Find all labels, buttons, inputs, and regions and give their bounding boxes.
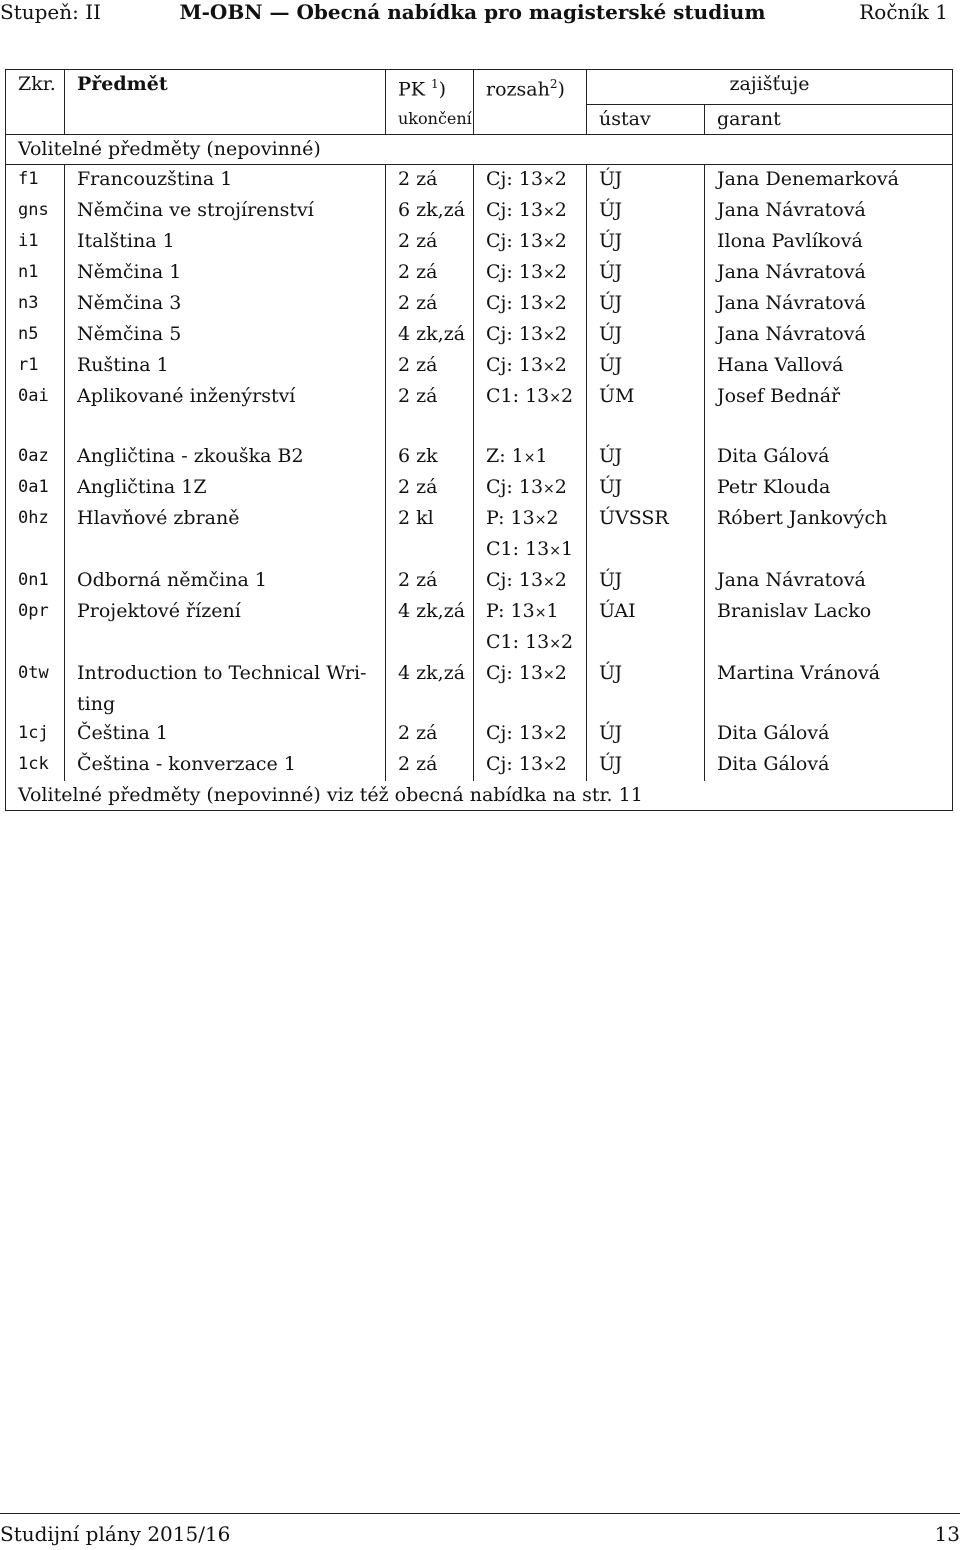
course-rozsah: [474, 659, 587, 690]
course-name: Angličtina - zkouška B2: [65, 442, 386, 473]
course-ustav: ÚJ: [587, 566, 705, 597]
rozsah-count: 2: [546, 506, 559, 529]
rozsah-count: 1: [546, 599, 559, 622]
rozsah-value: P: 13: [486, 599, 535, 622]
rozsah-count: 2: [554, 721, 567, 744]
page-header: [0, 0, 960, 28]
footer-note-row: [6, 781, 953, 811]
course-name: Němčina ve strojírenství: [65, 196, 386, 227]
course-rozsah: [474, 473, 587, 504]
course-pk: 2 zá: [386, 719, 474, 750]
course-pk: 2 zá: [386, 351, 474, 382]
table-row: [6, 690, 953, 719]
course-name: Italština 1: [65, 227, 386, 258]
course-pk: 2 zá: [386, 473, 474, 504]
rozsah-count: 2: [554, 260, 567, 283]
course-name: Čeština 1: [65, 719, 386, 750]
rozsah-close: ): [557, 78, 565, 101]
times-icon: ×: [543, 757, 555, 774]
course-code: 0az: [6, 442, 65, 473]
course-name: Projektové řízení: [65, 597, 386, 628]
course-table: [5, 69, 953, 811]
course-rozsah: [474, 597, 587, 628]
times-icon: ×: [543, 296, 555, 313]
col-header-ustav: ústav: [587, 104, 705, 134]
rozsah-value: Cj: 13: [486, 167, 544, 190]
section-title: Volitelné předměty (nepovinné): [6, 134, 953, 164]
course-garant: [705, 690, 953, 719]
course-rozsah: [474, 535, 587, 566]
course-ustav: ÚJ: [587, 442, 705, 473]
course-ustav: ÚJ: [587, 659, 705, 690]
footer-label: Studijní plány 2015/16: [0, 1522, 231, 1546]
table-row: [6, 473, 953, 504]
rozsah-value: Cj: 13: [486, 229, 544, 252]
course-garant: Hana Vallová: [705, 351, 953, 382]
rozsah-label: rozsah: [486, 78, 550, 101]
course-name: Angličtina 1Z: [65, 473, 386, 504]
course-garant: Jana Návratová: [705, 258, 953, 289]
course-rozsah: [474, 690, 587, 719]
course-code: 0hz: [6, 504, 65, 535]
course-ustav: ÚJ: [587, 164, 705, 196]
course-name: ting: [65, 690, 386, 719]
course-code: 0n1: [6, 566, 65, 597]
times-icon: ×: [549, 635, 561, 652]
page-title: M-OBN — Obecná nabídka pro magisterské studium: [179, 0, 766, 24]
course-pk: 2 zá: [386, 289, 474, 320]
table-row: [6, 351, 953, 382]
course-garant: Dita Gálová: [705, 442, 953, 473]
course-name: Němčina 5: [65, 320, 386, 351]
rozsah-count: 2: [554, 322, 567, 345]
times-icon: ×: [543, 480, 555, 497]
course-ustav: ÚVSSR: [587, 504, 705, 535]
table-row: [6, 164, 953, 196]
table-row: [6, 320, 953, 351]
course-rozsah: [474, 351, 587, 382]
rozsah-value: Cj: 13: [486, 322, 544, 345]
course-pk: [386, 628, 474, 659]
course-garant: Branislav Lacko: [705, 597, 953, 628]
course-ustav: ÚM: [587, 382, 705, 413]
course-garant: Dita Gálová: [705, 719, 953, 750]
table-row: [6, 442, 953, 473]
course-name: Hlavňové zbraně: [65, 504, 386, 535]
col-header-ukonceni: ukončení: [386, 104, 474, 134]
course-ustav: ÚJ: [587, 227, 705, 258]
course-name: [65, 628, 386, 659]
course-ustav: ÚJ: [587, 320, 705, 351]
rozsah-count: 2: [554, 568, 567, 591]
rozsah-count: 1: [535, 444, 548, 467]
stupen-label: Stupeň: II: [0, 0, 102, 24]
course-ustav: [587, 535, 705, 566]
col-header-garant: garant: [705, 104, 953, 134]
rozsah-note: 2: [549, 77, 558, 91]
rozsah-value: Cj: 13: [486, 568, 544, 591]
col-header-predmet: Předmět: [65, 70, 386, 105]
course-rozsah: [474, 320, 587, 351]
rozsah-count: 2: [560, 384, 574, 407]
course-garant: Josef Bednář: [705, 382, 953, 413]
course-code: 0pr: [6, 597, 65, 628]
rozsah-value: Cj: 13: [486, 260, 544, 283]
rozsah-count: 2: [554, 353, 567, 376]
course-garant: Róbert Jankových: [705, 504, 953, 535]
table-row: [6, 504, 953, 535]
rozsah-count: 2: [554, 291, 567, 314]
course-code: [6, 535, 65, 566]
rozsah-value: P: 13: [486, 506, 535, 529]
footer-note: Volitelné předměty (nepovinné) viz též obecná nabídka na str. 11: [6, 781, 953, 811]
rozsah-value: Cj: 13: [486, 721, 544, 744]
rozsah-value: C1: 13: [486, 537, 550, 560]
table-row: [6, 628, 953, 659]
course-pk: 6 zk: [386, 442, 474, 473]
course-rozsah: [474, 566, 587, 597]
times-icon: ×: [534, 511, 547, 528]
course-rozsah: [474, 164, 587, 196]
rozsah-value: Cj: 13: [486, 353, 544, 376]
times-icon: ×: [543, 573, 555, 590]
course-ustav: ÚJ: [587, 351, 705, 382]
course-name: Němčina 1: [65, 258, 386, 289]
times-icon: ×: [543, 172, 555, 189]
course-name: Ruština 1: [65, 351, 386, 382]
course-name: Aplikované inženýrství: [65, 382, 386, 413]
course-garant: Jana Návratová: [705, 196, 953, 227]
course-garant: Jana Návratová: [705, 289, 953, 320]
rocnik-label: Ročník 1: [859, 0, 948, 24]
section-gap: [6, 413, 953, 442]
rozsah-count: 2: [554, 229, 567, 252]
course-pk: 2 zá: [386, 164, 474, 196]
times-icon: ×: [543, 358, 555, 375]
rozsah-count: 2: [560, 630, 574, 653]
course-pk: 4 zk,zá: [386, 320, 474, 351]
course-ustav: ÚJ: [587, 719, 705, 750]
pk-label: PK: [398, 78, 425, 101]
rozsah-count: 2: [554, 198, 567, 221]
table-row: [6, 196, 953, 227]
course-code: 0tw: [6, 659, 65, 690]
table-row: [6, 258, 953, 289]
subheader-row: [6, 104, 953, 134]
table-row: [6, 719, 953, 750]
course-garant: Jana Návratová: [705, 320, 953, 351]
col-header-pk: [386, 70, 474, 105]
course-rozsah: [474, 750, 587, 781]
times-icon: ×: [549, 389, 561, 406]
col-header-rozsah: [474, 70, 587, 105]
times-icon: ×: [543, 203, 555, 220]
times-icon: ×: [543, 234, 555, 251]
table-row: [6, 535, 953, 566]
times-icon: ×: [534, 604, 547, 621]
table-row: [6, 597, 953, 628]
course-ustav: ÚJ: [587, 258, 705, 289]
course-pk: 4 zk,zá: [386, 597, 474, 628]
course-garant: Martina Vránová: [705, 659, 953, 690]
course-pk: 2 zá: [386, 750, 474, 781]
course-ustav: ÚAI: [587, 597, 705, 628]
course-garant: Jana Denemarková: [705, 164, 953, 196]
course-code: n3: [6, 289, 65, 320]
rozsah-value: Cj: 13: [486, 475, 544, 498]
rozsah-value: C1: 13: [486, 630, 550, 653]
course-rozsah: [474, 196, 587, 227]
course-garant: Dita Gálová: [705, 750, 953, 781]
course-rozsah: [474, 227, 587, 258]
rozsah-count: 2: [554, 752, 567, 775]
course-pk: [386, 690, 474, 719]
course-name: [65, 535, 386, 566]
rozsah-value: Cj: 13: [486, 752, 544, 775]
times-icon: ×: [523, 449, 536, 466]
course-ustav: ÚJ: [587, 473, 705, 504]
course-code: i1: [6, 227, 65, 258]
course-code: n5: [6, 320, 65, 351]
rozsah-value: Cj: 13: [486, 291, 544, 314]
course-pk: 2 zá: [386, 566, 474, 597]
course-name: Němčina 3: [65, 289, 386, 320]
course-code: [6, 690, 65, 719]
course-code: 1ck: [6, 750, 65, 781]
rozsah-value: Cj: 13: [486, 198, 544, 221]
course-garant: [705, 628, 953, 659]
course-ustav: [587, 690, 705, 719]
course-code: 0a1: [6, 473, 65, 504]
times-icon: ×: [543, 726, 555, 743]
table-row: [6, 227, 953, 258]
footer-rule: [0, 1513, 960, 1514]
times-icon: ×: [543, 327, 555, 344]
course-ustav: ÚJ: [587, 289, 705, 320]
course-pk: 2 zá: [386, 382, 474, 413]
course-pk: 2 kl: [386, 504, 474, 535]
pk-note: 1: [431, 77, 439, 91]
pk-close: ): [438, 78, 447, 101]
col-header-zkr: Zkr.: [6, 70, 65, 105]
table-row: [6, 659, 953, 690]
section-title-row: [6, 134, 953, 164]
rozsah-value: C1: 13: [486, 384, 550, 407]
course-rozsah: [474, 289, 587, 320]
course-code: n1: [6, 258, 65, 289]
course-rozsah: [474, 628, 587, 659]
course-pk: 2 zá: [386, 258, 474, 289]
course-code: 0ai: [6, 382, 65, 413]
course-garant: Ilona Pavlíková: [705, 227, 953, 258]
course-pk: 6 zk,zá: [386, 196, 474, 227]
table-row: [6, 382, 953, 413]
course-rozsah: [474, 442, 587, 473]
course-pk: 2 zá: [386, 227, 474, 258]
course-rozsah: [474, 382, 587, 413]
table-row: [6, 750, 953, 781]
rozsah-count: 2: [554, 475, 567, 498]
course-name: Čeština - konverzace 1: [65, 750, 386, 781]
course-name: Odborná němčina 1: [65, 566, 386, 597]
course-code: 1cj: [6, 719, 65, 750]
course-ustav: [587, 628, 705, 659]
rozsah-count: 2: [554, 661, 567, 684]
course-name: Francouzština 1: [65, 164, 386, 196]
col-header-zajistuje: zajišťuje: [587, 70, 953, 105]
header-row: [6, 70, 953, 105]
course-pk: 4 zk,zá: [386, 659, 474, 690]
course-ustav: ÚJ: [587, 196, 705, 227]
course-pk: [386, 535, 474, 566]
course-garant: Petr Klouda: [705, 473, 953, 504]
times-icon: ×: [543, 666, 555, 683]
table-row: [6, 566, 953, 597]
course-garant: [705, 535, 953, 566]
rozsah-value: Z: 1: [486, 444, 524, 467]
page-number: 13: [934, 1522, 960, 1546]
course-code: gns: [6, 196, 65, 227]
course-code: r1: [6, 351, 65, 382]
table-row: [6, 289, 953, 320]
course-rozsah: [474, 504, 587, 535]
times-icon: ×: [549, 542, 561, 559]
course-code: [6, 628, 65, 659]
course-garant: Jana Návratová: [705, 566, 953, 597]
course-code: f1: [6, 164, 65, 196]
course-ustav: ÚJ: [587, 750, 705, 781]
course-rozsah: [474, 719, 587, 750]
times-icon: ×: [543, 265, 555, 282]
rozsah-count: 1: [560, 537, 574, 560]
course-rozsah: [474, 258, 587, 289]
course-name: Introduction to Technical Wri-: [65, 659, 386, 690]
rozsah-value: Cj: 13: [486, 661, 544, 684]
rozsah-count: 2: [554, 167, 567, 190]
